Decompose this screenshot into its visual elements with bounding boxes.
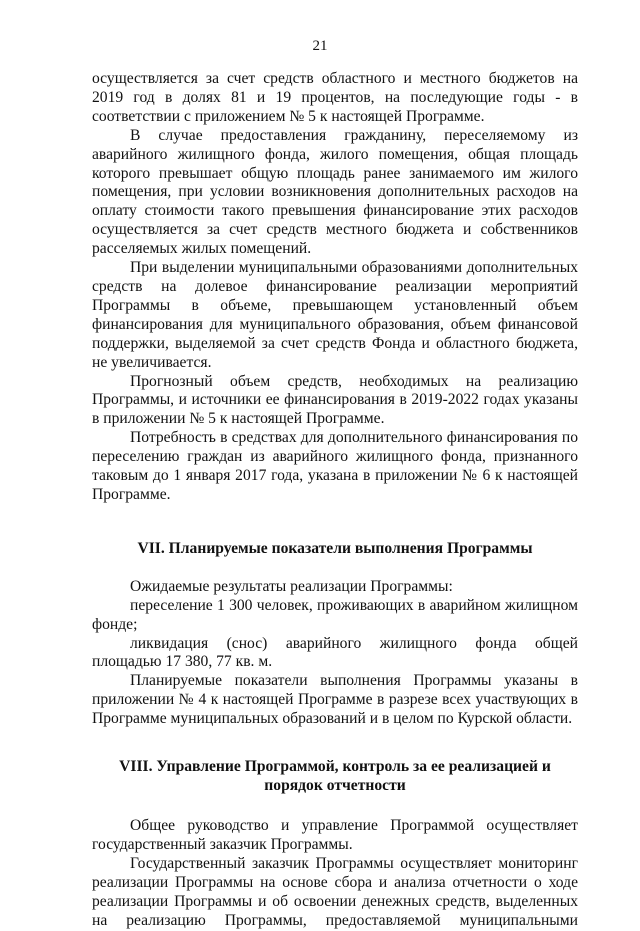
paragraph: Прогнозный объем средств, необходимых на реализацию Программы, и источники ее финансирования в 2019-2022 годах указаны в приложении № 5 к настоящей Программе. bbox=[92, 372, 578, 428]
paragraph: Потребность в средствах для дополнительного финансирования по переселению граждан из аварийного жилищного фонда, признанного таковым до 1 января 2017 года, указана в приложении № 6 к настоящей Программе. bbox=[92, 429, 578, 503]
paragraph: Ожидаемые результаты реализации Программы: bbox=[130, 577, 453, 595]
paragraph: Планируемые показатели выполнения Программы указаны в приложении № 4 к настоящей Программе в разрезе всех участвующих в Программе муниципальных образований и в целом по Курской области. bbox=[92, 672, 578, 728]
document-body bbox=[92, 70, 578, 931]
page-number: 21 bbox=[312, 38, 328, 54]
section-heading-8 bbox=[92, 757, 578, 795]
section-heading-8-line1: VIII. Управление Программой, контроль за ее реализацией и bbox=[119, 758, 551, 776]
paragraph: Государственный заказчик Программы осуществляет мониторинг реализации Программы на основе сбора и анализа отчетности о ходе реализации Программы и об освоении денежных средств, выделенных на реализацию Программы, предоставляемой муниципальными bbox=[92, 854, 578, 929]
paragraph: В случае предоставления гражданину, переселяемому из аварийного жилищного фонда, жилого помещения, общая площадь которого превышает общую площадь ранее занимаемого им жилого помещения, при условии возникновения дополнительных расходов на оплату стоимости такого превышения финансирование этих расходов осуществляется за счет средств местного бюджета и собственников расселяемых жилых помещений. bbox=[92, 126, 578, 258]
paragraph: ликвидация (снос) аварийного жилищного фонда общей площадью 17 380, 77 кв. м. bbox=[92, 634, 578, 671]
paragraph: осуществляется за счет средств областного и местного бюджетов на 2019 год в долях 81 и 19 процентов, на последующие годы - в соответствии с приложением № 5 к настоящей Программе. bbox=[92, 70, 578, 125]
section-heading-8-line2: порядок отчетности bbox=[264, 777, 406, 795]
paragraph: При выделении муниципальными образованиями дополнительных средств на долевое финансирование реализации мероприятий Программы в объеме, превышающем установленный объем финансирования для муниципального образования, объем финансовой поддержки, выделяемой за счет средств Фонда и областного бюджета, не увеличивается. bbox=[92, 259, 578, 371]
paragraph: Общее руководство и управление Программой осуществляет государственный заказчик Программы. bbox=[92, 817, 578, 853]
paragraph: переселение 1 300 человек, проживающих в аварийном жилищном фонде; bbox=[92, 596, 578, 633]
section-heading-7: VII. Планируемые показатели выполнения Программы bbox=[137, 539, 533, 557]
